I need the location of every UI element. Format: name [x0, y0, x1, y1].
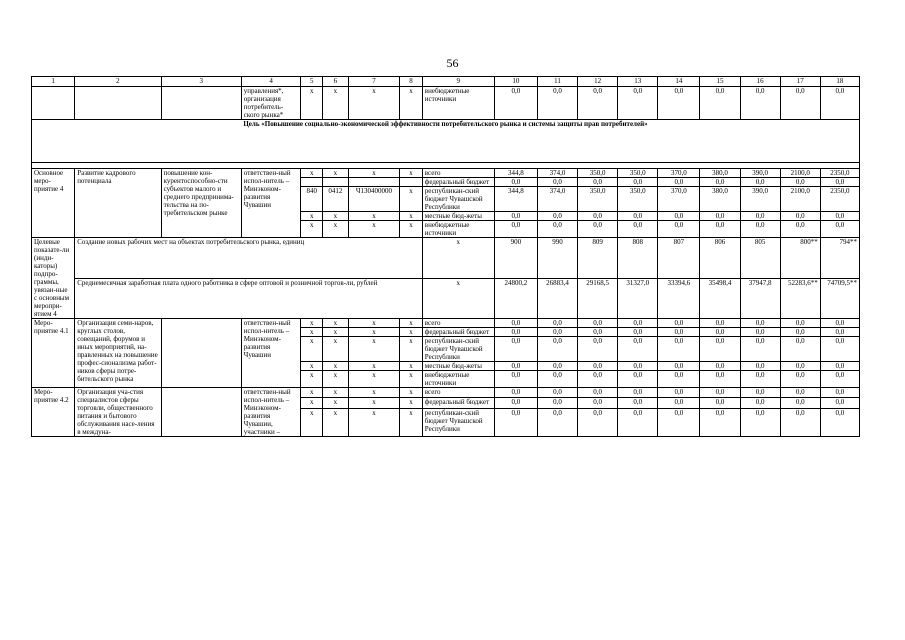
table-cell: 0,0	[537, 319, 577, 328]
table-cell: 0,0	[578, 319, 618, 328]
funding-source: всего	[422, 388, 494, 398]
table-cell: 344,8	[494, 169, 537, 178]
indicator-text: Среднемесячная заработная плата одного работника в сфере оптовой и розничной торгов-ли, рублей	[75, 278, 423, 319]
table-cell: 0,0	[820, 212, 859, 221]
table-cell: 0,0	[820, 87, 859, 120]
table-cell: 0,0	[780, 221, 820, 238]
table-cell: 0,0	[578, 371, 618, 388]
table-cell: 390,0	[740, 169, 780, 178]
table-cell	[301, 178, 323, 187]
table-cell: 390,0	[740, 187, 780, 212]
executor: ответствен-ный испол-нитель – Минэконом-развития Чувашии	[241, 319, 301, 388]
table-cell: Ч130400000	[348, 187, 399, 212]
table-cell: 0,0	[578, 362, 618, 371]
table-cell: 0,0	[494, 388, 537, 398]
table-cell: 0,0	[618, 337, 658, 362]
table-cell: x	[301, 328, 323, 337]
funding-source: федеральный бюджет	[422, 178, 494, 187]
measure-name: Развитие кадрового потенциала	[75, 169, 161, 238]
table-cell: 0,0	[658, 371, 700, 388]
table-cell: 0,0	[494, 398, 537, 408]
table-cell	[161, 87, 241, 120]
table-cell: 0,0	[618, 178, 658, 187]
table-cell: 0,0	[658, 178, 700, 187]
table-cell: 2350,0	[820, 169, 859, 178]
table-cell: x	[301, 371, 323, 388]
column-number: 7	[348, 77, 399, 87]
column-number: 1	[32, 77, 75, 87]
table-cell: 0,0	[494, 408, 537, 437]
column-number: 16	[740, 77, 780, 87]
table-cell: 805	[740, 238, 780, 279]
measure-name: Организация уча-стия специалистов сферы торговли, общественного питания и бытового обслуживания насе-ления в междуна-	[75, 388, 161, 437]
table-cell: 374,0	[537, 187, 577, 212]
table-cell: 0,0	[700, 87, 740, 120]
continuation-row	[32, 87, 860, 120]
table-cell: 0,0	[578, 408, 618, 437]
table-cell: 0,0	[537, 328, 577, 337]
table-cell: 380,0	[700, 169, 740, 178]
table-cell: 0,0	[820, 337, 859, 362]
table-cell: x	[323, 328, 349, 337]
table-cell: 0,0	[618, 398, 658, 408]
table-cell: 0,0	[740, 362, 780, 371]
funding-source: республикан-ский бюджет Чувашской Республики	[422, 408, 494, 437]
indicator-text: Создание новых рабочих мест на объектах потребительского рынка, единиц	[75, 238, 423, 279]
table-cell: x	[301, 388, 323, 398]
table-cell: 37947,8	[740, 278, 780, 319]
table-cell: x	[301, 169, 323, 178]
table-cell: 0,0	[780, 337, 820, 362]
table-cell: 0,0	[578, 212, 618, 221]
table-cell: 900	[494, 238, 537, 279]
table-cell: 0,0	[740, 319, 780, 328]
table-cell: 0,0	[658, 398, 700, 408]
table-cell: x	[323, 362, 349, 371]
table-cell: x	[323, 212, 349, 221]
table-cell: 0,0	[658, 87, 700, 120]
table-cell: x	[400, 337, 423, 362]
table-cell: 0,0	[700, 319, 740, 328]
table-cell: 0,0	[740, 398, 780, 408]
table-cell: 794**	[820, 238, 859, 279]
table-cell: 990	[537, 238, 577, 279]
table-cell: 2100,0	[780, 169, 820, 178]
table-cell: 0,0	[618, 408, 658, 437]
table-cell	[323, 178, 349, 187]
table-cell: 370,0	[658, 169, 700, 178]
table-cell: 31327,0	[618, 278, 658, 319]
table-cell: x	[348, 328, 399, 337]
indicators-label: Целевые показате-ли (инди-каторы) подпро-граммы, увязан-ные с основным меропри-ятием 4	[32, 238, 75, 319]
table-cell: 0,0	[578, 388, 618, 398]
table-cell: 807	[658, 238, 700, 279]
table-cell: 808	[618, 238, 658, 279]
table-cell: 0,0	[780, 87, 820, 120]
table-cell: x	[348, 87, 399, 120]
funding-source: местные бюд-жеты	[422, 212, 494, 221]
column-number: 13	[618, 77, 658, 87]
table-cell: 350,0	[618, 187, 658, 212]
table-cell: 0,0	[780, 319, 820, 328]
table-cell: 0,0	[658, 337, 700, 362]
table-cell: 0,0	[780, 371, 820, 388]
table-cell: 0,0	[618, 319, 658, 328]
table-cell: x	[301, 337, 323, 362]
table-cell: x	[348, 398, 399, 408]
table-cell: x	[400, 87, 423, 120]
table-cell: x	[400, 169, 423, 178]
table-cell: 0,0	[780, 328, 820, 337]
column-number: 2	[75, 77, 161, 87]
table-cell: x	[400, 328, 423, 337]
table-cell: 806	[700, 238, 740, 279]
table-cell: 0,0	[700, 337, 740, 362]
table-cell: 0,0	[820, 398, 859, 408]
column-number: 17	[780, 77, 820, 87]
table-cell: 350,0	[578, 169, 618, 178]
table-cell: 0,0	[740, 388, 780, 398]
table-cell: 0,0	[700, 371, 740, 388]
table-cell: x	[301, 87, 323, 120]
table-cell	[400, 178, 423, 187]
table-cell: 0,0	[740, 408, 780, 437]
column-number: 15	[700, 77, 740, 87]
table-cell: 0,0	[820, 408, 859, 437]
column-number: 4	[241, 77, 301, 87]
executor: ответствен-ный испол-нитель – Минэконом-развития Чувашии, участники –	[241, 388, 301, 437]
table-cell: 0,0	[820, 362, 859, 371]
table-cell: x	[301, 362, 323, 371]
table-cell: 0,0	[658, 362, 700, 371]
funding-source: всего	[422, 169, 494, 178]
table-cell: 0,0	[658, 221, 700, 238]
table-cell: x	[323, 319, 349, 328]
table-cell: 0,0	[700, 221, 740, 238]
table-cell: 370,0	[658, 187, 700, 212]
table-cell: 374,0	[537, 169, 577, 178]
table-cell: x	[400, 187, 423, 212]
table-cell: x	[400, 221, 423, 238]
table-cell: x	[323, 169, 349, 178]
table-cell: 0,0	[494, 337, 537, 362]
table-cell: 0412	[323, 187, 349, 212]
table-cell: x	[301, 221, 323, 238]
table-cell: 0,0	[494, 371, 537, 388]
table-cell: 2100,0	[780, 187, 820, 212]
table-cell: 840	[301, 187, 323, 212]
table-cell: x	[400, 388, 423, 398]
table-cell: 29168,5	[578, 278, 618, 319]
table-cell: 0,0	[780, 388, 820, 398]
table-cell: x	[400, 212, 423, 221]
table-cell: 0,0	[537, 408, 577, 437]
table-cell: 0,0	[700, 328, 740, 337]
table-cell: 800**	[780, 238, 820, 279]
funding-source: федеральный бюджет	[422, 328, 494, 337]
table-cell: 0,0	[494, 221, 537, 238]
table-cell: 0,0	[780, 362, 820, 371]
table-cell	[348, 178, 399, 187]
column-number: 12	[578, 77, 618, 87]
table-cell: 0,0	[780, 212, 820, 221]
table-cell: 0,0	[700, 398, 740, 408]
table-cell: 35498,4	[700, 278, 740, 319]
table-cell: 0,0	[780, 408, 820, 437]
table-cell: 0,0	[740, 337, 780, 362]
table-cell: 0,0	[537, 362, 577, 371]
table-cell: 0,0	[820, 371, 859, 388]
header-row	[32, 77, 860, 87]
table-cell: внебюджетные источники	[422, 87, 494, 120]
table-cell: x	[323, 371, 349, 388]
measure-task	[161, 319, 241, 388]
table-cell: x	[348, 388, 399, 398]
table-cell: 0,0	[618, 371, 658, 388]
column-number: 14	[658, 77, 700, 87]
table-cell: 0,0	[780, 178, 820, 187]
table-cell: 0,0	[700, 362, 740, 371]
table-cell: x	[301, 212, 323, 221]
table-cell: 0,0	[820, 178, 859, 187]
table-cell: 0,0	[494, 328, 537, 337]
table-cell: 0,0	[740, 87, 780, 120]
table-cell: x	[348, 408, 399, 437]
table-cell: x	[400, 371, 423, 388]
table-cell: 0,0	[740, 178, 780, 187]
table-cell: 0,0	[700, 212, 740, 221]
column-number: 10	[494, 77, 537, 87]
table-cell: 0,0	[658, 328, 700, 337]
table-cell: 0,0	[537, 398, 577, 408]
table-cell	[75, 87, 161, 120]
indicator-row	[32, 238, 860, 279]
table-cell: 52283,6**	[780, 278, 820, 319]
table-cell: x	[348, 337, 399, 362]
table-cell: 0,0	[494, 178, 537, 187]
table-cell: 0,0	[618, 388, 658, 398]
table-cell: 0,0	[820, 319, 859, 328]
table-cell: 0,0	[658, 212, 700, 221]
table-cell: управления*, организация потребитель-ского рынка*	[241, 87, 301, 120]
funding-source: федеральный бюджет	[422, 398, 494, 408]
table-cell: x	[301, 398, 323, 408]
table-cell: 0,0	[700, 408, 740, 437]
table-cell: x	[323, 87, 349, 120]
table-cell: 0,0	[618, 212, 658, 221]
table-cell: x	[400, 319, 423, 328]
measure-task	[161, 388, 241, 437]
table-cell: 0,0	[820, 328, 859, 337]
measure-row	[32, 169, 860, 178]
table-cell: 0,0	[780, 398, 820, 408]
table-cell: x	[348, 371, 399, 388]
table-cell: 74709,5**	[820, 278, 859, 319]
table-cell: x	[301, 319, 323, 328]
column-number: 18	[820, 77, 859, 87]
table-cell: x	[323, 388, 349, 398]
table-cell: 0,0	[578, 87, 618, 120]
table-cell: x	[422, 278, 494, 319]
column-number: 8	[400, 77, 423, 87]
table-cell: 0,0	[578, 178, 618, 187]
table-cell: 0,0	[537, 221, 577, 238]
indicator-row	[32, 278, 860, 319]
funding-source: внебюджетные источники	[422, 371, 494, 388]
table-cell: x	[323, 221, 349, 238]
measure-task: повышение кон-курентоспособно-сти субъектов малого и среднего предпринима-тельства на по-требительском рынке	[161, 169, 241, 238]
goal-row	[32, 120, 860, 163]
table-cell: x	[348, 319, 399, 328]
table-cell: 0,0	[578, 398, 618, 408]
table-cell: x	[348, 212, 399, 221]
column-number: 6	[323, 77, 349, 87]
measure-name: Организация семи-наров, круглых столов, совещаний, форумов и иных мероприятий, на-правленных на повышение профес-сионализма работ-ников сферы потре-бительского рынка	[75, 319, 161, 388]
table-cell: 0,0	[658, 408, 700, 437]
table-cell: 0,0	[618, 328, 658, 337]
table-cell: 380,0	[700, 187, 740, 212]
table-cell: 0,0	[537, 178, 577, 187]
table-cell: 0,0	[740, 212, 780, 221]
funding-source: всего	[422, 319, 494, 328]
table-cell: 33394,6	[658, 278, 700, 319]
table-cell: 809	[578, 238, 618, 279]
table-cell: 0,0	[740, 371, 780, 388]
goal-heading: Цель «Повышение социально-экономической эффективности потребительского рынка и системы защиты прав потребителей»	[32, 120, 860, 163]
funding-source: республикан-ский бюджет Чувашской Республики	[422, 187, 494, 212]
table-cell: x	[400, 408, 423, 437]
table-cell: 0,0	[618, 221, 658, 238]
table-cell: 0,0	[820, 388, 859, 398]
table-cell: x	[301, 408, 323, 437]
measure-label: Основное меро-приятие 4	[32, 169, 75, 238]
funding-source: местные бюд-жеты	[422, 362, 494, 371]
table-cell: 0,0	[494, 319, 537, 328]
table-cell: x	[422, 238, 494, 279]
table-cell: 0,0	[700, 178, 740, 187]
table-cell: 0,0	[740, 328, 780, 337]
table-cell: 0,0	[658, 319, 700, 328]
table-cell: 2350,0	[820, 187, 859, 212]
table-cell: x	[323, 337, 349, 362]
table-cell: 0,0	[494, 212, 537, 221]
table-cell: 0,0	[618, 362, 658, 371]
page-number: 56	[446, 56, 459, 70]
table-cell: x	[348, 221, 399, 238]
table-cell: 0,0	[740, 221, 780, 238]
measure-row	[32, 319, 860, 328]
funding-source: республикан-ский бюджет Чувашской Республики	[422, 337, 494, 362]
table-cell: 0,0	[700, 388, 740, 398]
table-cell: 0,0	[537, 371, 577, 388]
column-number: 9	[422, 77, 494, 87]
table-cell: 0,0	[537, 212, 577, 221]
table-cell: 0,0	[537, 388, 577, 398]
measure-label: Меро-приятие 4.1	[32, 319, 75, 388]
table-cell: 0,0	[537, 87, 577, 120]
table-cell: 0,0	[537, 337, 577, 362]
table-cell: 0,0	[820, 221, 859, 238]
table-cell: 0,0	[494, 87, 537, 120]
executor: ответствен-ный испол-нитель – Минэконом-развития Чувашии	[241, 169, 301, 238]
table-cell: x	[348, 362, 399, 371]
measure-label: Меро-приятие 4.2	[32, 388, 75, 437]
table-cell: 24800,2	[494, 278, 537, 319]
table-cell: 0,0	[658, 388, 700, 398]
table-cell: 26883,4	[537, 278, 577, 319]
table-cell: 0,0	[578, 328, 618, 337]
table-cell: 350,0	[578, 187, 618, 212]
column-number: 3	[161, 77, 241, 87]
table-cell	[32, 87, 75, 120]
table-cell: x	[323, 408, 349, 437]
table-cell: x	[400, 362, 423, 371]
table-cell: 350,0	[618, 169, 658, 178]
table-cell: 0,0	[494, 362, 537, 371]
table-cell: 0,0	[618, 87, 658, 120]
table-cell: 0,0	[578, 221, 618, 238]
table-cell: 0,0	[578, 337, 618, 362]
column-number: 11	[537, 77, 577, 87]
column-number: 5	[301, 77, 323, 87]
program-table	[31, 76, 860, 437]
table-cell: x	[323, 398, 349, 408]
table-cell: x	[400, 398, 423, 408]
funding-source: внебюджетные источники	[422, 221, 494, 238]
table-cell: 344,8	[494, 187, 537, 212]
table-cell: x	[348, 169, 399, 178]
measure-row	[32, 388, 860, 398]
